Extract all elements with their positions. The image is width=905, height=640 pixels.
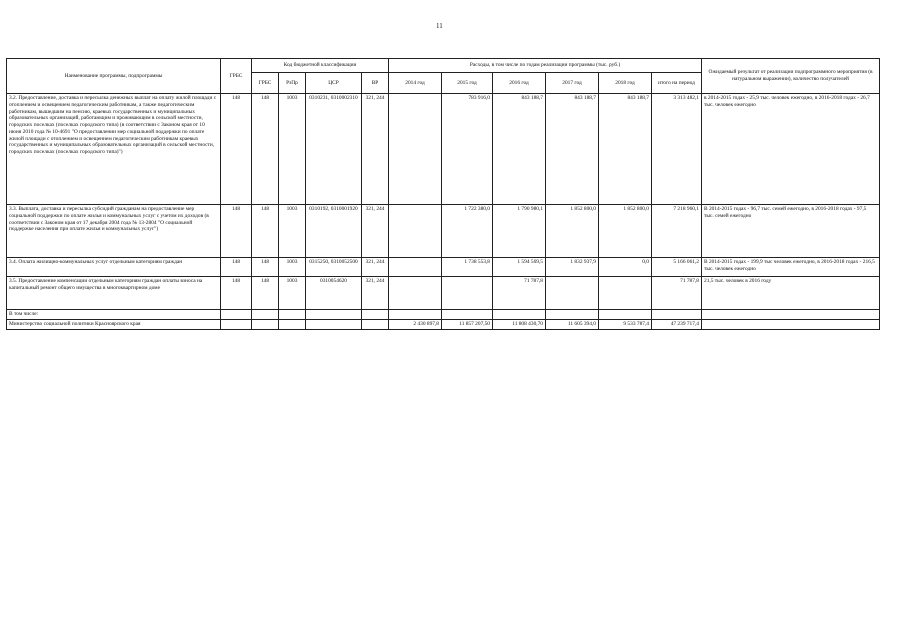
ministry-2015: 11 857 207,50 [442,320,493,330]
row-code-grbs: 148 [252,94,279,205]
header-code-csr: ЦСР [306,73,362,94]
row-result: В 2014-2015 годах - 96,7 тыс. семей ежегодно, в 2016-2018 годах - 97,5 тыс. семей ежегодно [702,205,880,258]
row-2014 [389,277,442,310]
row-grbs: 148 [221,258,252,277]
table-row [7,205,880,258]
empty-cell [252,320,279,330]
row-2018: 843 188,7 [599,94,652,205]
table-row [7,258,880,277]
empty-cell [546,310,599,320]
row-result: в 2014-2015 годах - 25,9 тыс. человек ежегодно, в 2016-2018 годах - 26,7 тыс. человек ежегодно [702,94,880,205]
row-2018 [599,277,652,310]
including-label: В том числе: [7,310,221,320]
empty-cell [221,320,252,330]
row-csr: 0310192, 0310001920 [306,205,362,258]
row-total: 5 166 061,2 [652,258,702,277]
row-total: 7 218 960,1 [652,205,702,258]
row-total: 3 313 482,1 [652,94,702,205]
empty-cell [306,320,362,330]
empty-cell [389,310,442,320]
row-vr: 321, 244 [362,205,389,258]
row-2017 [546,277,599,310]
ministry-2016: 11 808 430,70 [493,320,546,330]
header-row-1 [7,59,880,73]
row-name: 3.4. Оплата жилищно-коммунальных услуг отдельным категориям граждан [7,258,221,277]
row-2014 [389,94,442,205]
row-name: 3.5. Предоставление компенсации отдельным категориям граждан оплаты взноса на капитальный ремонт общего имущества в многоквартирном доме [7,277,221,310]
row-csr: 0315250, 0310052500 [306,258,362,277]
empty-cell [442,310,493,320]
empty-cell [362,310,389,320]
row-2018: 1 852 800,0 [599,205,652,258]
row-result: В 2014-2015 годах - 199,9 тыс человек ежегодно, в 2016-2018 годах - 216,5 тыс. человек ежегодно [702,258,880,277]
empty-cell [306,310,362,320]
empty-cell [279,320,306,330]
ministry-2014: 2 430 897,8 [389,320,442,330]
empty-cell [702,320,880,330]
row-grbs: 148 [221,205,252,258]
including-row [7,310,880,320]
row-2018: 0,0 [599,258,652,277]
row-2014 [389,205,442,258]
header-year-2016: 2016 год [493,73,546,94]
row-code-grbs: 148 [252,258,279,277]
row-grbs: 148 [221,277,252,310]
header-budget-code: Код бюджетной классификации [252,59,389,73]
row-2016: 843 188,7 [493,94,546,205]
row-vr: 321, 244 [362,94,389,205]
row-2017: 1 832 937,9 [546,258,599,277]
row-vr: 321, 244 [362,277,389,310]
empty-cell [362,320,389,330]
ministry-2017: 11 605 394,0 [546,320,599,330]
row-rzpr: 1003 [279,277,306,310]
row-rzpr: 1003 [279,258,306,277]
empty-cell [279,310,306,320]
row-2014 [389,258,442,277]
row-2016: 1 790 980,1 [493,205,546,258]
ministry-row [7,320,880,330]
row-rzpr: 1003 [279,94,306,205]
row-total: 71 787,8 [652,277,702,310]
empty-cell [221,310,252,320]
row-csr: 0310054620 [306,277,362,310]
header-name: Наименование программы, подпрограммы [7,59,221,94]
header-code-rzpr: РзПр [279,73,306,94]
row-rzpr: 1003 [279,205,306,258]
empty-cell [652,310,702,320]
row-2015 [442,277,493,310]
empty-cell [493,310,546,320]
row-code-grbs: 148 [252,205,279,258]
header-total: итого на период [652,73,702,94]
ministry-name: Министерство социальной политики Красноярского края [7,320,221,330]
page-number: 11 [436,22,443,30]
row-2017: 843 188,7 [546,94,599,205]
row-grbs: 148 [221,94,252,205]
row-csr: 0310231, 0310002310 [306,94,362,205]
row-2016: 71 787,8 [493,277,546,310]
header-result: Ожидаемый результат от реализации подпрограммного мероприятия (в натуральном выражении), количество получателей [702,59,880,94]
row-code-grbs: 148 [252,277,279,310]
ministry-2018: 9 533 787,4 [599,320,652,330]
row-name: 3.3. Выплата, доставка и пересылка субсидий гражданам на предоставление мер социальной поддержки по оплате жилья и коммунальных услуг с учетом их доходов (в соответствии с Законом края от 17 декабря 2004 года № 13-2804 "О социальной поддержке населения при оплате жилья и коммунальных услуг") [7,205,221,258]
header-expenses: Расходы, в том числе по годам реализации программы (тыс. руб.) [389,59,702,73]
row-2017: 1 852 800,0 [546,205,599,258]
empty-cell [599,310,652,320]
header-year-2017: 2017 год [546,73,599,94]
ministry-total: 47 239 717,4 [652,320,702,330]
header-year-2018: 2018 год [599,73,652,94]
empty-cell [702,310,880,320]
row-2015: 1 722 380,0 [442,205,493,258]
header-year-2014: 2014 год [389,73,442,94]
row-result: 21,5 тыс. человек в 2016 году [702,277,880,310]
header-code-vr: ВР [362,73,389,94]
table-row [7,94,880,205]
row-vr: 321, 244 [362,258,389,277]
budget-table [6,58,880,330]
header-year-2015: 2015 год [442,73,493,94]
row-2015: 1 738 553,8 [442,258,493,277]
table-row [7,277,880,310]
header-grbs: ГРБС [221,59,252,94]
header-code-grbs: ГРБС [252,73,279,94]
row-2016: 1 594 569,5 [493,258,546,277]
empty-cell [252,310,279,320]
row-name: 3.2. Предоставление, доставка и пересылка денежных выплат на оплату жилой площади с отоплением и освещением педагогическим работникам, а также педагогическим работникам, вышедшим на пенсию, краевых государственных и муниципальных образовательных организаций, работающим и проживающим в сельской местности, городских поселках (поселках городского типа) (в соответствии с Законом края от 10 июня 2010 года № 10-4691 "О предоставлении мер социальной поддержки по оплате жилой площади с отоплением и освещением педагогическим работникам краевых государственных и муниципальных образовательных организаций в сельской местности, городских поселках (поселках городского типа)") [7,94,221,205]
row-2015: 783 916,0 [442,94,493,205]
